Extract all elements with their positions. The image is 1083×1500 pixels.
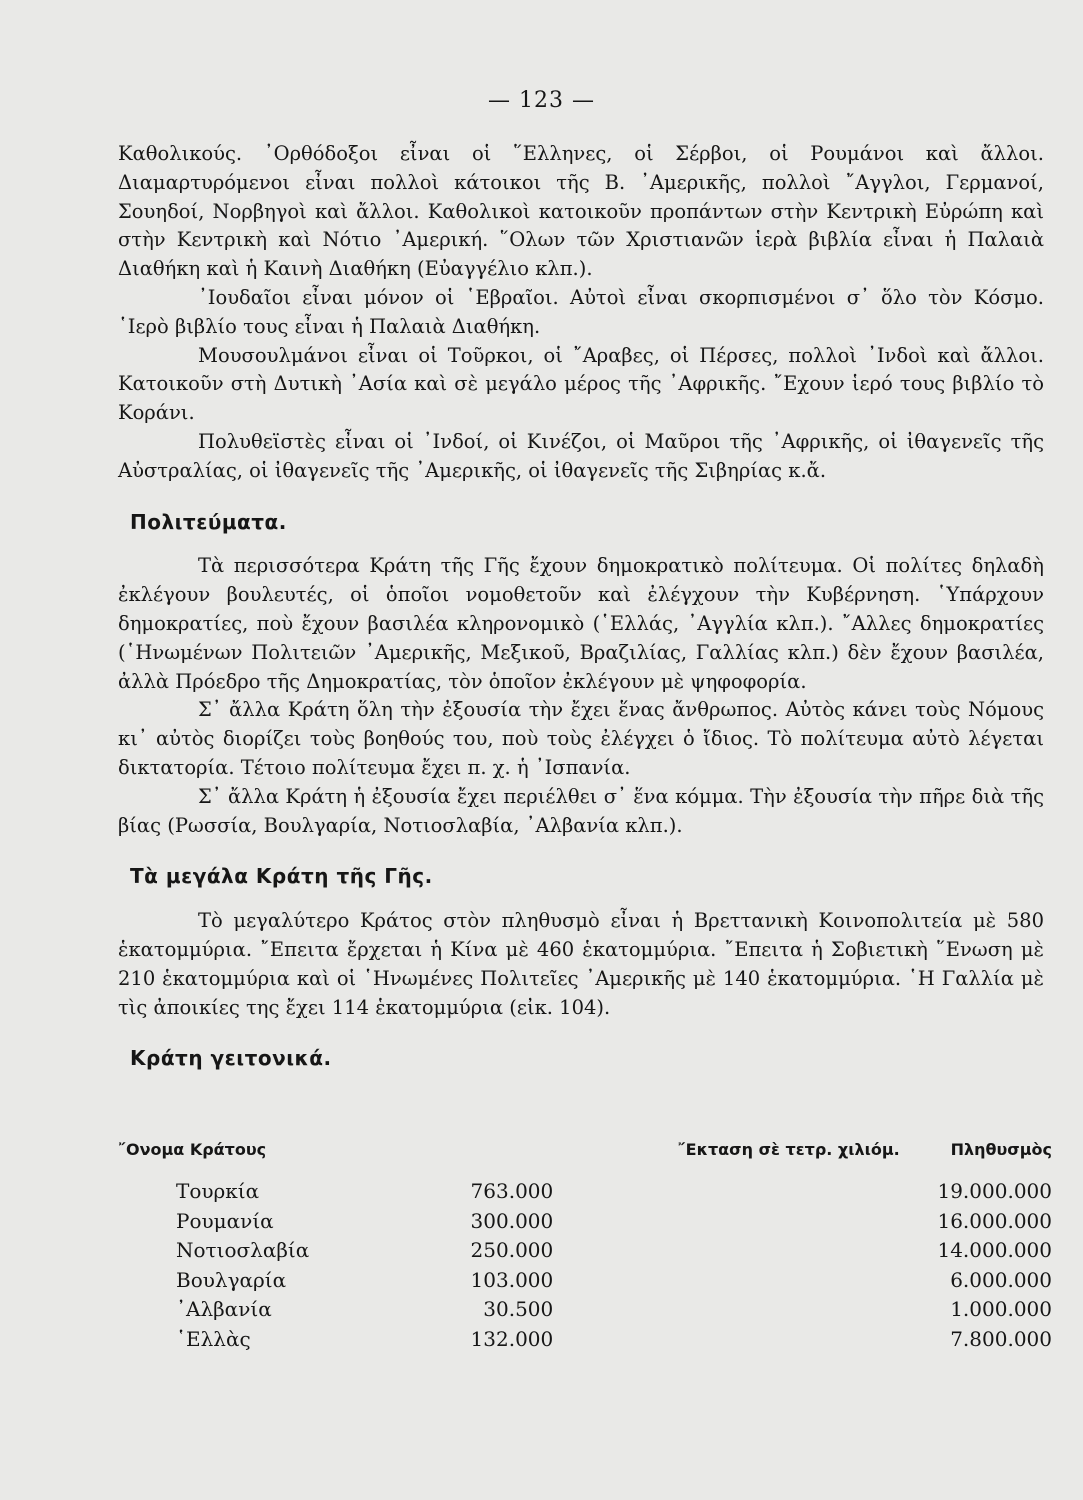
cell-population: 16.000.000 bbox=[937, 1208, 1052, 1233]
cell-population: 6.000.000 bbox=[950, 1267, 1052, 1292]
cell-name: Ρουμανία bbox=[176, 1208, 274, 1233]
cell-name: Βουλγαρία bbox=[176, 1267, 287, 1292]
table-row bbox=[118, 1207, 1052, 1237]
paragraph-catholics: Καθολικούς. ᾿Ορθόδοξοι εἶναι οἱ ῞Ελληνες, οἱ Σέρβοι, οἱ Ρουμάνοι καὶ ἄλλοι. Διαμαρτυρόμενοι εἶναι πολλοὶ κάτοικοι τῆς Β. ᾿Αμερικῆς, πολλοὶ ῎Αγγλοι, Γερμανοί, Σουηδοί, Νορβηγοὶ καὶ ἄλλοι. Καθολικοὶ κατοικοῦν προπάντων στὴν Κεντρικὴ Εὐρώπη καὶ στὴν Κεντρικὴ καὶ Νότιο ᾿Αμερική. ῞Ολων τῶν Χριστιανῶν ἱερὰ βιβλία εἶναι ἡ Παλαιὰ Διαθήκη καὶ ἡ Καινὴ Διαθήκη (Εὐαγγέλιο κλπ.). bbox=[118, 142, 1044, 281]
paragraph-dictatorship: Σ᾿ ἄλλα Κράτη ὅλη τὴν ἐξουσία τὴν ἔχει ἕνας ἄνθρωπος. Αὐτὸς κάνει τοὺς Νόμους κι᾿ αὐτὸς διορίζει τοὺς βοηθούς του, ποὺ τοὺς ἐλέγχει ὁ ἴδιος. Τὸ πολίτευμα αὐτὸ λέγεται δικτατορία. Τέτοιο πολίτευμα ἔχει π. χ. ἡ ᾿Ισπανία. bbox=[118, 698, 1044, 779]
column-header-population: Πληθυσμὸς bbox=[950, 1140, 1052, 1159]
cell-area: 30.500 bbox=[483, 1297, 554, 1321]
paragraph-polytheists: Πολυθεϊστὲς εἶναι οἱ ᾿Ινδοί, οἱ Κινέζοι, οἱ Μαῦροι τῆς ᾿Αφρικῆς, οἱ ἰθαγενεῖς τῆς Αὐστραλίας, οἱ ἰθαγενεῖς τῆς ᾿Αμερικῆς, οἱ ἰθαγενεῖς τῆς Σιβηρίας κ.ἄ. bbox=[118, 429, 1044, 482]
cell-name: Τουρκία bbox=[176, 1179, 260, 1203]
cell-population: 1.000.000 bbox=[950, 1297, 1052, 1321]
page-number: — 123 — bbox=[488, 88, 595, 113]
cell-area: 763.000 bbox=[470, 1179, 554, 1203]
cell-name: ῾Ελλὰς bbox=[176, 1326, 251, 1351]
page-body bbox=[118, 140, 1044, 1089]
paragraph-one-party: Σ᾿ ἄλλα Κράτη ἡ ἐξουσία ἔχει περιέλθει σ᾿ ἕνα κόμμα. Τὴν ἐξουσία τὴν πῆρε διὰ τῆς βίας (Ρωσσία, Βουλγαρία, Νοτιοσλαβία, ᾿Αλβανία κλπ.). bbox=[118, 784, 1044, 837]
neighbouring-states-table bbox=[118, 1140, 1052, 1354]
cell-area: 103.000 bbox=[470, 1267, 554, 1292]
heading-neighbouring-states: Κράτη γειτονικά. bbox=[130, 1046, 332, 1071]
heading-large-states: Τὰ μεγάλα Κράτη τῆς Γῆς. bbox=[130, 864, 433, 889]
column-header-name: ῎Ονομα Κράτους bbox=[118, 1140, 267, 1159]
paragraph-jews: ᾿Ιουδαῖοι εἶναι μόνον οἱ ῾Εβραῖοι. Αὐτοὶ εἶναι σκορπισμένοι σ᾿ ὅλο τὸν Κόσμο. ῾Ιερὸ βιβλίο τους εἶναι ἡ Παλαιὰ Διαθήκη. bbox=[118, 285, 1044, 338]
cell-name: ᾿Αλβανία bbox=[176, 1297, 272, 1321]
table-header-row bbox=[118, 1140, 1052, 1177]
paragraph-democracies: Τὰ περισσότερα Κράτη τῆς Γῆς ἔχουν δημοκρατικὸ πολίτευμα. Οἱ πολίτες δηλαδὴ ἐκλέγουν βουλευτές, οἱ ὁποῖοι νομοθετοῦν καὶ ἐλέγχουν τὴν Κυβέρνηση. ῾Υπάρχουν δημοκρατίες, ποὺ ἔχουν βασιλέα κληρονομικὸ (῾Ελλάς, ᾿Αγγλία κλπ.). ῎Αλλες δημοκρατίες (῾Ηνωμένων Πολιτειῶν ᾿Αμερικῆς, Μεξικοῦ, Βραζιλίας, Γαλλίας κλπ.) δὲν ἔχουν βασιλέα, ἀλλὰ Πρόεδρο τῆς Δημοκρατίας, τὸν ὁποῖον ἐκλέγουν μὲ ψηφοφορία. bbox=[118, 554, 1044, 693]
table-row bbox=[118, 1177, 1052, 1207]
cell-population: 19.000.000 bbox=[937, 1179, 1052, 1203]
paragraph-largest-states: Τὸ μεγαλύτερο Κράτος στὸν πληθυσμὸ εἶναι ἡ Βρεττανικὴ Κοινοπολιτεία μὲ 580 ἑκατομμύρια. ῎Επειτα ἔρχεται ἡ Κίνα μὲ 460 ἑκατομμύρια. ῎Επειτα ἡ Σοβιετικὴ ῞Ενωση μὲ 210 ἑκατομμύρια καὶ οἱ ῾Ηνωμένες Πολιτεῖες ᾿Αμερικῆς μὲ 140 ἑκατομμύρια. ῾Η Γαλλία μὲ τὶς ἀποικίες της ἔχει 114 ἑκατομμύρια (εἰκ. 104). bbox=[118, 909, 1044, 1019]
table-row bbox=[118, 1236, 1052, 1266]
paragraph-muslims: Μουσουλμάνοι εἶναι οἱ Τοῦρκοι, οἱ ῎Αραβες, οἱ Πέρσες, πολλοὶ ᾿Ινδοὶ καὶ ἄλλοι. Κατοικοῦν στὴ Δυτικὴ ᾿Ασία καὶ σὲ μεγάλο μέρος τῆς ᾿Αφρικῆς. ῎Εχουν ἱερό τους βιβλίο τὸ Κοράνι. bbox=[118, 343, 1044, 425]
cell-population: 14.000.000 bbox=[937, 1238, 1052, 1262]
column-header-area: ῎Εκταση σὲ τετρ. χιλιόμ. bbox=[677, 1140, 900, 1159]
cell-area: 250.000 bbox=[470, 1238, 554, 1262]
heading-politeumata: Πολιτεύματα. bbox=[130, 509, 287, 534]
cell-area: 132.000 bbox=[470, 1326, 554, 1351]
table-row bbox=[118, 1266, 1052, 1296]
cell-population: 7.800.000 bbox=[950, 1326, 1052, 1351]
table-row bbox=[118, 1295, 1052, 1325]
cell-area: 300.000 bbox=[470, 1208, 554, 1233]
table-row bbox=[118, 1325, 1052, 1355]
cell-name: Νοτιοσλαβία bbox=[176, 1238, 310, 1262]
